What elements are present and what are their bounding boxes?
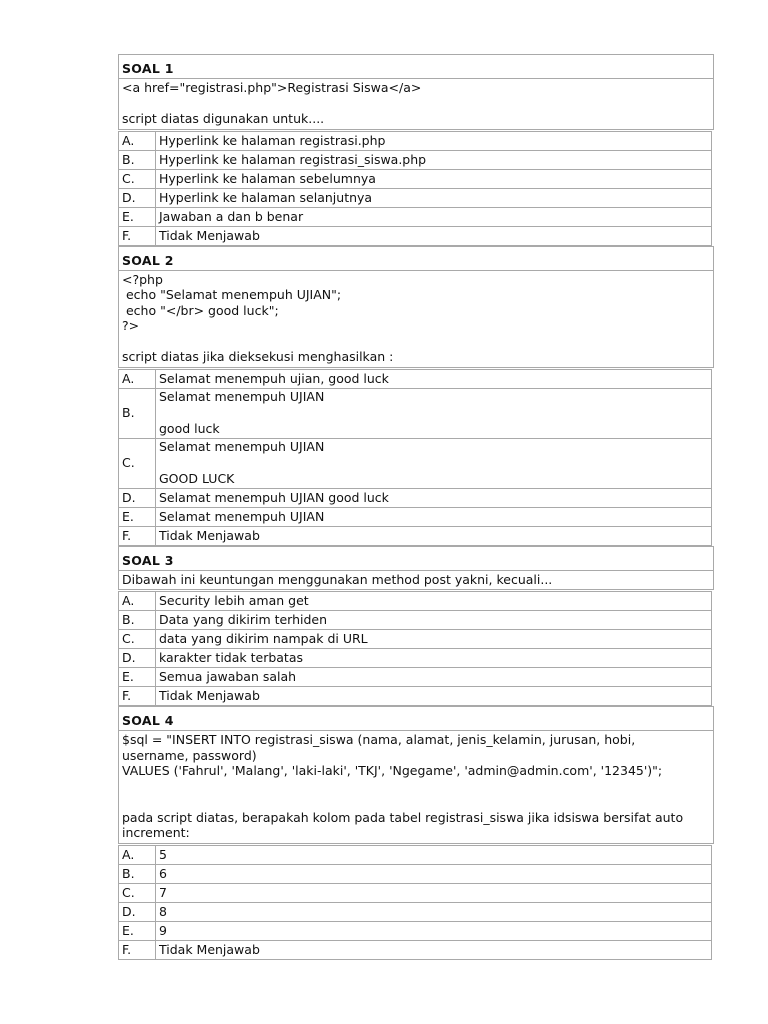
- option-letter: F.: [119, 687, 156, 706]
- option-text: Data yang dikirim terhiden: [156, 611, 712, 630]
- option-row: [119, 507, 712, 526]
- option-text: Tidak Menjawab: [156, 687, 712, 706]
- option-line: Selamat menempuh UJIAN: [159, 438, 325, 454]
- option-row: [119, 188, 712, 207]
- option-row: [119, 226, 712, 245]
- soal-3-options: [118, 591, 712, 706]
- option-text-multiline: [156, 388, 712, 438]
- option-letter: E.: [119, 207, 156, 226]
- option-text-multiline: [156, 438, 712, 488]
- soal-3-question: Dibawah ini keuntungan menggunakan method post yakni, kecuali...: [122, 571, 553, 587]
- option-letter: F.: [119, 526, 156, 545]
- option-text: karakter tidak terbatas: [156, 649, 712, 668]
- soal-4-question-box: [118, 706, 714, 844]
- option-letter: D.: [119, 488, 156, 507]
- option-text: Jawaban a dan b benar: [156, 207, 712, 226]
- option-row: [119, 902, 712, 921]
- option-row: [119, 611, 712, 630]
- soal-1-question: <a href="registrasi.php">Registrasi Siswa</a> script diatas digunakan untuk....: [122, 80, 422, 126]
- option-letter: C.: [119, 883, 156, 902]
- option-text: Tidak Menjawab: [156, 526, 712, 545]
- option-text: Hyperlink ke halaman registrasi.php: [156, 131, 712, 150]
- option-row: [119, 438, 712, 488]
- option-row: [119, 921, 712, 940]
- option-letter: E.: [119, 668, 156, 687]
- option-text: Semua jawaban salah: [156, 668, 712, 687]
- option-row: [119, 649, 712, 668]
- option-row: [119, 864, 712, 883]
- option-letter: B.: [119, 150, 156, 169]
- option-text: Tidak Menjawab: [156, 940, 712, 959]
- option-text: Hyperlink ke halaman registrasi_siswa.php: [156, 150, 712, 169]
- soal-3-heading: SOAL 3: [122, 552, 174, 568]
- option-row: [119, 845, 712, 864]
- option-letter: C.: [119, 438, 156, 488]
- option-row: [119, 388, 712, 438]
- option-text: Hyperlink ke halaman selanjutnya: [156, 188, 712, 207]
- option-letter: A.: [119, 131, 156, 150]
- option-letter: B.: [119, 388, 156, 438]
- option-text: Hyperlink ke halaman sebelumnya: [156, 169, 712, 188]
- option-letter: E.: [119, 921, 156, 940]
- soal-3-question-box: [118, 546, 714, 591]
- option-row: [119, 369, 712, 388]
- option-letter: F.: [119, 940, 156, 959]
- option-row: [119, 150, 712, 169]
- option-letter: C.: [119, 169, 156, 188]
- soal-2-heading: SOAL 2: [122, 252, 174, 268]
- option-letter: A.: [119, 845, 156, 864]
- option-letter: C.: [119, 630, 156, 649]
- option-text: data yang dikirim nampak di URL: [156, 630, 712, 649]
- soal-4-heading: SOAL 4: [122, 713, 174, 728]
- soal-2-options: [118, 369, 712, 546]
- option-text: Security lebih aman get: [156, 592, 712, 611]
- option-letter: D.: [119, 188, 156, 207]
- option-letter: D.: [119, 649, 156, 668]
- option-row: [119, 526, 712, 545]
- soal-2-question: <?php echo "Selamat menempuh UJIAN"; echo "</br> good luck"; ?> script diatas jika dieksekusi menghasilkan :: [122, 271, 394, 364]
- option-line: GOOD LUCK: [159, 470, 235, 486]
- option-row: [119, 883, 712, 902]
- option-line: Selamat menempuh UJIAN: [159, 388, 325, 404]
- soal-1-heading: SOAL 1: [122, 61, 174, 76]
- option-text: Selamat menempuh ujian, good luck: [156, 369, 712, 388]
- option-letter: B.: [119, 611, 156, 630]
- option-row: [119, 169, 712, 188]
- soal-4-options: [118, 845, 712, 960]
- option-text: Tidak Menjawab: [156, 226, 712, 245]
- option-text: 5: [156, 845, 712, 864]
- option-text: 9: [156, 921, 712, 940]
- option-letter: A.: [119, 592, 156, 611]
- option-row: [119, 940, 712, 959]
- option-text: 8: [156, 902, 712, 921]
- option-letter: B.: [119, 864, 156, 883]
- option-letter: F.: [119, 226, 156, 245]
- option-text: Selamat menempuh UJIAN: [156, 507, 712, 526]
- option-line: good luck: [159, 420, 220, 436]
- option-text: 6: [156, 864, 712, 883]
- option-row: [119, 592, 712, 611]
- option-row: [119, 488, 712, 507]
- soal-1-question-box: [118, 54, 714, 130]
- soal-2-question-box: [118, 246, 714, 368]
- soal-4-question: $sql = "INSERT INTO registrasi_siswa (nama, alamat, jenis_kelamin, jurusan, hobi, username, password) VALUES ('Fahrul', 'Malang', 'laki-laki', 'TKJ', 'Ngegame', 'admin@admin.com', '12345')"; pada script diatas, berapakah kolom pada tabel registrasi_siswa jika idsiswa bersifat auto increment:: [122, 732, 684, 840]
- option-letter: A.: [119, 369, 156, 388]
- option-text: 7: [156, 883, 712, 902]
- option-text: Selamat menempuh UJIAN good luck: [156, 488, 712, 507]
- option-row: [119, 131, 712, 150]
- option-row: [119, 687, 712, 706]
- option-row: [119, 630, 712, 649]
- soal-1-options: [118, 131, 712, 246]
- option-row: [119, 207, 712, 226]
- option-row: [119, 668, 712, 687]
- quiz-document: [118, 54, 714, 960]
- option-letter: E.: [119, 507, 156, 526]
- option-letter: D.: [119, 902, 156, 921]
